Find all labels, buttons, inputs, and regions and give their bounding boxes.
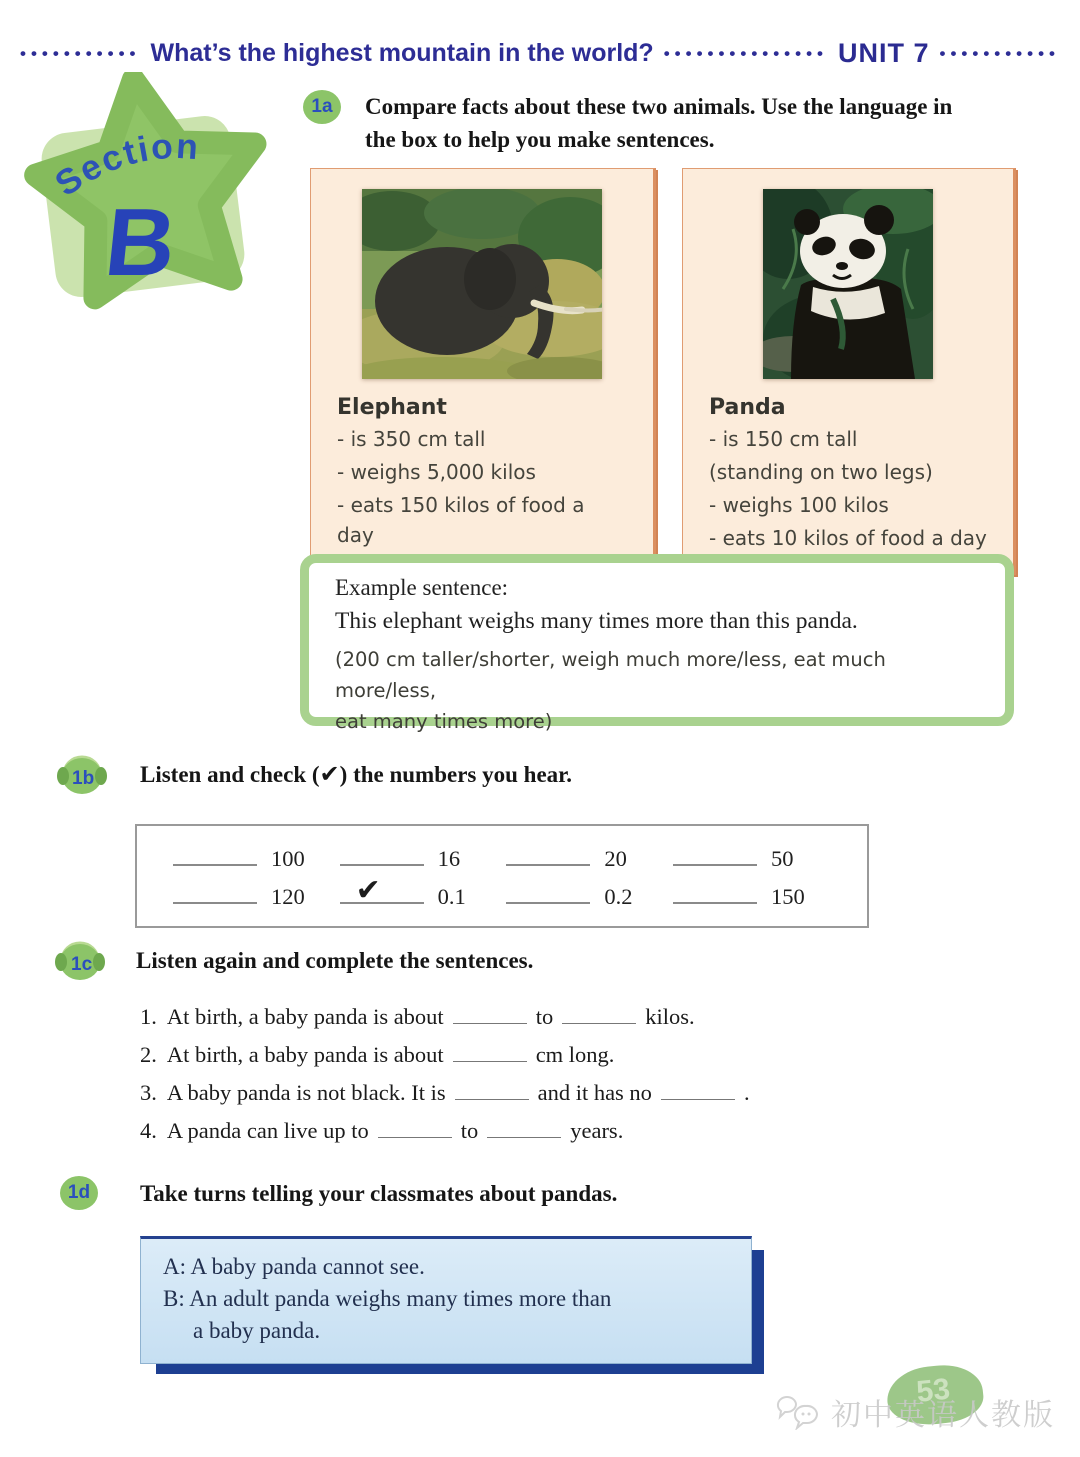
example-sentence-box — [300, 554, 1014, 734]
fill-blank — [562, 1005, 636, 1024]
example-sentence: This elephant weighs many times more than this panda. — [335, 608, 858, 634]
fill-in-sentence — [140, 1080, 960, 1106]
number-row — [173, 844, 831, 872]
example-hint-line1: (200 cm taller/shorter, weigh much more/less, eat much more/less, — [335, 648, 886, 703]
footer — [775, 1366, 1075, 1456]
fill-blank — [453, 1005, 527, 1024]
number-option — [506, 882, 664, 910]
answer-blank — [506, 844, 590, 866]
number-row — [173, 873, 831, 910]
elephant-photo-illustration — [362, 189, 602, 379]
number-label: 50 — [770, 846, 794, 871]
number-option — [673, 882, 831, 910]
sentence-text: to — [535, 1004, 554, 1029]
animal-fact: - is 150 cm tall — [709, 427, 858, 451]
sentence-text: cm long. — [535, 1042, 615, 1067]
page-header — [0, 38, 1080, 69]
check-mark: ✔ — [355, 873, 381, 908]
number-option — [340, 844, 498, 872]
section-word: Section — [48, 126, 202, 204]
sentence-text: . — [743, 1080, 750, 1105]
header-dots-right: ••••••••••• — [939, 43, 1060, 63]
header-dots-mid: ••••••••••••••• — [663, 43, 828, 63]
number-label: 100 — [271, 846, 305, 871]
unit-number: UNIT 7 — [838, 38, 930, 68]
example-hint-line2: eat many times more) — [335, 710, 553, 734]
numbers-listening-grid — [135, 824, 869, 928]
fill-in-sentences — [140, 1004, 960, 1156]
activity-1d-header — [60, 1176, 960, 1210]
animal-name: Panda — [709, 395, 786, 420]
activity-1c-instruction: Listen again and complete the sentences. — [136, 947, 534, 973]
sentence-text: and it has no — [537, 1080, 652, 1105]
star-icon — [20, 72, 280, 322]
headphones-badge-1b — [56, 752, 108, 796]
fill-in-sentence — [140, 1004, 960, 1030]
dialogue-line: B: An adult panda weighs many times more than — [163, 1286, 612, 1311]
watermark-text: 初中英语人教版 — [831, 1399, 1055, 1432]
number-option — [673, 844, 831, 872]
animal-cards — [310, 168, 1016, 575]
fill-blank — [453, 1043, 527, 1062]
headphones-badge-1c — [54, 938, 106, 982]
sentence-text: At birth, a baby panda is about — [166, 1042, 444, 1067]
panda-photo-illustration — [763, 189, 933, 379]
answer-blank — [173, 844, 257, 866]
activity-1a-badge: 1a — [303, 90, 341, 124]
answer-blank — [340, 844, 424, 866]
activity-1d-instruction: Take turns telling your classmates about pandas. — [140, 1180, 618, 1206]
animal-fact: - weighs 100 kilos — [709, 493, 889, 517]
animal-fact: - weighs 5,000 kilos — [337, 460, 536, 484]
header-dots-left: ••••••••••• — [20, 43, 141, 63]
fill-blank — [455, 1081, 529, 1100]
activity-1b-instruction — [140, 758, 572, 791]
animal-fact: - is 350 cm tall — [337, 427, 486, 451]
sentence-number: 3. — [140, 1080, 157, 1105]
sentence-number: 4. — [140, 1118, 157, 1143]
chat-bubbles-icon — [775, 1394, 821, 1430]
number-label: 0.1 — [437, 884, 466, 909]
number-label: 150 — [770, 884, 805, 909]
section-b-badge — [20, 72, 280, 322]
panda-photo — [763, 189, 933, 379]
answer-blank — [673, 844, 757, 866]
animal-card-panda — [682, 168, 1016, 575]
animal-name: Elephant — [337, 395, 447, 420]
answer-blank — [673, 882, 757, 904]
activity-1b-badge: 1b — [72, 768, 95, 789]
sentence-number: 2. — [140, 1042, 157, 1067]
sentence-text: At birth, a baby panda is about — [166, 1004, 444, 1029]
animal-fact: - eats 150 kilos of food a day — [337, 493, 585, 547]
sentence-text: A panda can live up to — [166, 1118, 369, 1143]
unit-title: What’s the highest mountain in the world? — [150, 39, 654, 67]
fill-in-sentence — [140, 1118, 960, 1144]
activity-1c-badge: 1c — [71, 954, 93, 975]
activity-1c-header — [54, 938, 954, 982]
page-number: 53 — [914, 1372, 952, 1409]
activity-1b-header — [56, 752, 956, 796]
fill-blank — [487, 1119, 561, 1138]
sentence-text: to — [460, 1118, 479, 1143]
activity-1a-instruction: Compare facts about these two animals. Use the language in the box to help you make sentences. — [365, 94, 953, 152]
number-option — [340, 873, 498, 910]
number-option — [173, 844, 331, 872]
dialogue-example-box — [140, 1236, 752, 1364]
number-label: 20 — [604, 846, 627, 871]
animal-card-elephant — [310, 168, 656, 575]
number-label: 0.2 — [604, 884, 633, 909]
animal-fact: - eats 10 kilos of food a day — [709, 526, 987, 550]
section-letter: B — [100, 189, 181, 296]
sentence-number: 1. — [140, 1004, 157, 1029]
sentence-text: years. — [570, 1118, 624, 1143]
fill-blank — [661, 1081, 735, 1100]
check-icon: ✔ — [319, 759, 340, 788]
animal-fact: (standing on two legs) — [709, 460, 933, 484]
activity-1a-header — [303, 90, 1023, 156]
instruction-prefix: Listen and check ( — [140, 761, 320, 787]
sentence-text: kilos. — [645, 1004, 695, 1029]
number-option — [506, 844, 664, 872]
watermark — [775, 1390, 1055, 1434]
dialogue-line: A: A baby panda cannot see. — [163, 1254, 425, 1279]
sentence-text: A baby panda is not black. It is — [166, 1080, 446, 1105]
activity-1d-badge: 1d — [60, 1176, 98, 1210]
number-label: 120 — [271, 884, 305, 909]
example-label: Example sentence: — [335, 575, 509, 600]
elephant-photo — [362, 189, 602, 379]
answer-blank — [173, 882, 257, 904]
fill-in-sentence — [140, 1042, 960, 1068]
answer-blank — [506, 882, 590, 904]
number-option — [173, 882, 331, 910]
answer-blank — [340, 873, 424, 908]
instruction-suffix: ) the numbers you hear. — [339, 761, 573, 787]
number-label: 16 — [437, 846, 461, 871]
fill-blank — [378, 1119, 452, 1138]
dialogue-line: a baby panda. — [193, 1318, 321, 1343]
